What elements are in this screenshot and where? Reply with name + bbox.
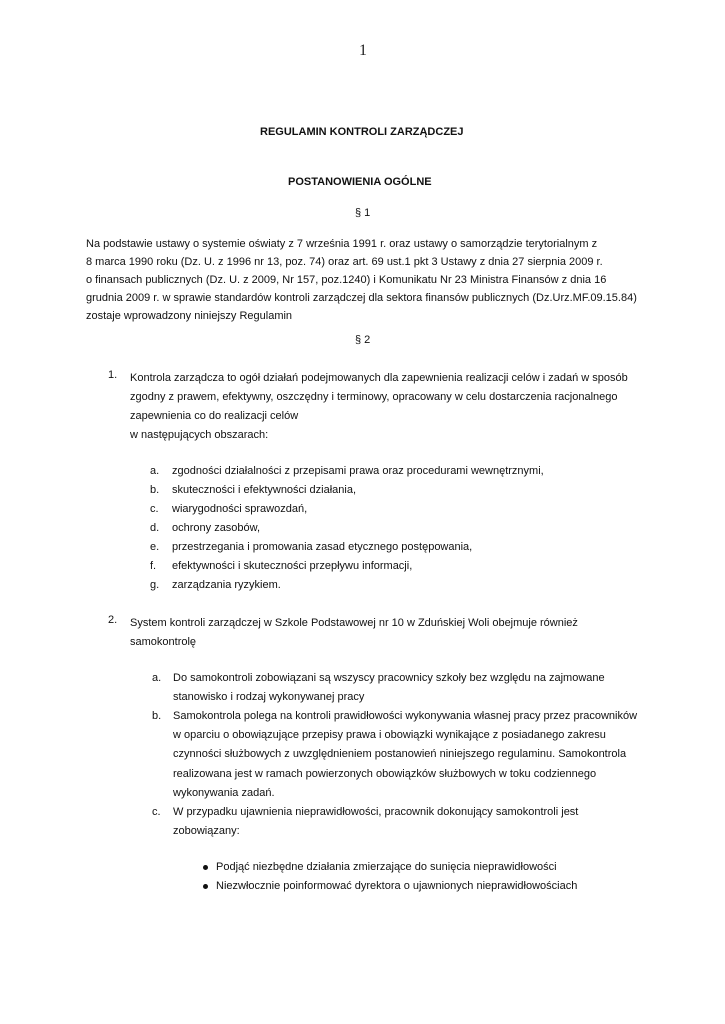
sub-item-b-text [173,707,637,803]
section-1-line: Na podstawie ustawy o systemie oświaty z 7 września 1991 r. oraz ustawy o samorządzie terytorialnym z [86,238,598,250]
list-item-text: ochrony zasobów, [172,522,261,534]
section-1-line: grudnia 2009 r. w sprawie standardów kontroli zarządczej dla sektora finansów publicznych (Dz.Urz.MF.09.15.84) [86,292,637,304]
list-item-marker: d. [150,522,160,534]
numbered-item-2-text [130,614,578,652]
sub-item-a-line: stanowisko i rodzaj wykonywanej pracy [173,691,365,704]
item-2-line: samokontrolę [130,636,197,648]
sub-item-b-line: Samokontrola polega na kontroli prawidłowości wykonywania własnej pracy przez pracowników [173,710,638,722]
bullet-icon [203,865,208,870]
list-item-text: efektywności i skuteczności przepływu informacji, [172,560,413,572]
list-item-text: przestrzegania i promowania zasad etycznego postępowania, [172,541,473,553]
document-subtitle: POSTANOWIENIA OGÓLNE [288,176,432,188]
item-1-line: zapewnienia co do realizacji celów [130,410,299,422]
list-item-text: skuteczności i efektywności działania, [172,484,357,496]
list-item-text: wiarygodności sprawozdań, [172,503,308,515]
sub-item-c-text [173,803,578,841]
list-item-marker: c. [150,503,159,515]
bullet-icon [203,884,208,889]
sub-item-c-line: W przypadku ujawnienia nieprawidłowości, pracownik dokonujący samokontroli jest [173,806,579,818]
item-2-line: System kontroli zarządczej w Szkole Podstawowej nr 10 w Zduńskiej Woli obejmuje również [130,617,578,629]
sub-item-b-marker: b. [152,710,162,722]
item-1-line: w następujących obszarach: [130,429,269,441]
list-item-marker: g. [150,579,160,591]
list-item-marker: e. [150,541,160,553]
numbered-item-2-marker: 2. [108,614,118,626]
section-1-line: o finansach publicznych (Dz. U. z 2009, Nr 157, poz.1240) i Komunikatu Nr 23 Ministra Finansów z dnia 16 [86,274,607,286]
sub-item-b-line: wykonywania zadań. [173,786,275,799]
sub-item-a-text [173,669,605,707]
section-1-sign: § 1 [355,207,371,219]
section-1-line: 8 marca 1990 roku (Dz. U. z 1996 nr 13, poz. 74) oraz art. 69 ust.1 pkt 3 Ustawy z dnia 27 sierpnia 2009 r. [86,256,603,268]
sub-item-a-marker: a. [152,672,162,684]
item-1-line: Kontrola zarządcza to ogół działań podejmowanych dla zapewnienia realizacji celów i zadań w sposób [130,372,628,384]
item-1-line: zgodny z prawem, efektywny, oszczędny i terminowy, opracowany w celu dostarczenia racjonalnego [130,391,618,403]
list-item-text: Niezwłocznie poinformować dyrektora o ujawnionych nieprawidłowościach [216,880,578,892]
sub-item-c-marker: c. [152,806,161,818]
section-2-sign: § 2 [355,334,371,346]
sub-item-c-line: zobowiązany: [173,825,240,838]
list-item-marker: a. [150,465,160,477]
section-1-body [86,235,637,325]
list-item-text: zarządzania ryzykiem. [172,579,281,591]
sub-item-b-line: w oparciu o obowiązujące przepisy prawa i obowiązki wynikające z posiadanego zakresu [173,729,606,742]
section-1-line: zostaje wprowadzony niniejszy Regulamin [86,310,293,322]
sub-item-a-line: Do samokontroli zobowiązani są wszyscy pracownicy szkoły bez względu na zajmowane [173,672,605,684]
page-number-value: 1 [359,42,367,59]
list-item-text: Podjąć niezbędne działania zmierzające do sunięcia nieprawidłowości [216,861,557,873]
sub-item-b-line: czynności służbowych z uwzględnieniem postanowień niniejszego regulaminu. Samokontrola [173,748,627,761]
list-item-marker: f. [150,560,157,572]
numbered-item-1-text [130,369,628,445]
list-item-marker: b. [150,484,160,496]
document-title: REGULAMIN KONTROLI ZARZĄDCZEJ [260,126,464,138]
numbered-item-1-marker: 1. [108,369,118,381]
list-item-text: zgodności działalności z przepisami prawa oraz procedurami wewnętrznymi, [172,465,544,477]
sub-item-b-line: realizowana jest w ramach powierzonych obowiązków służbowych w toku codziennego [173,767,597,780]
